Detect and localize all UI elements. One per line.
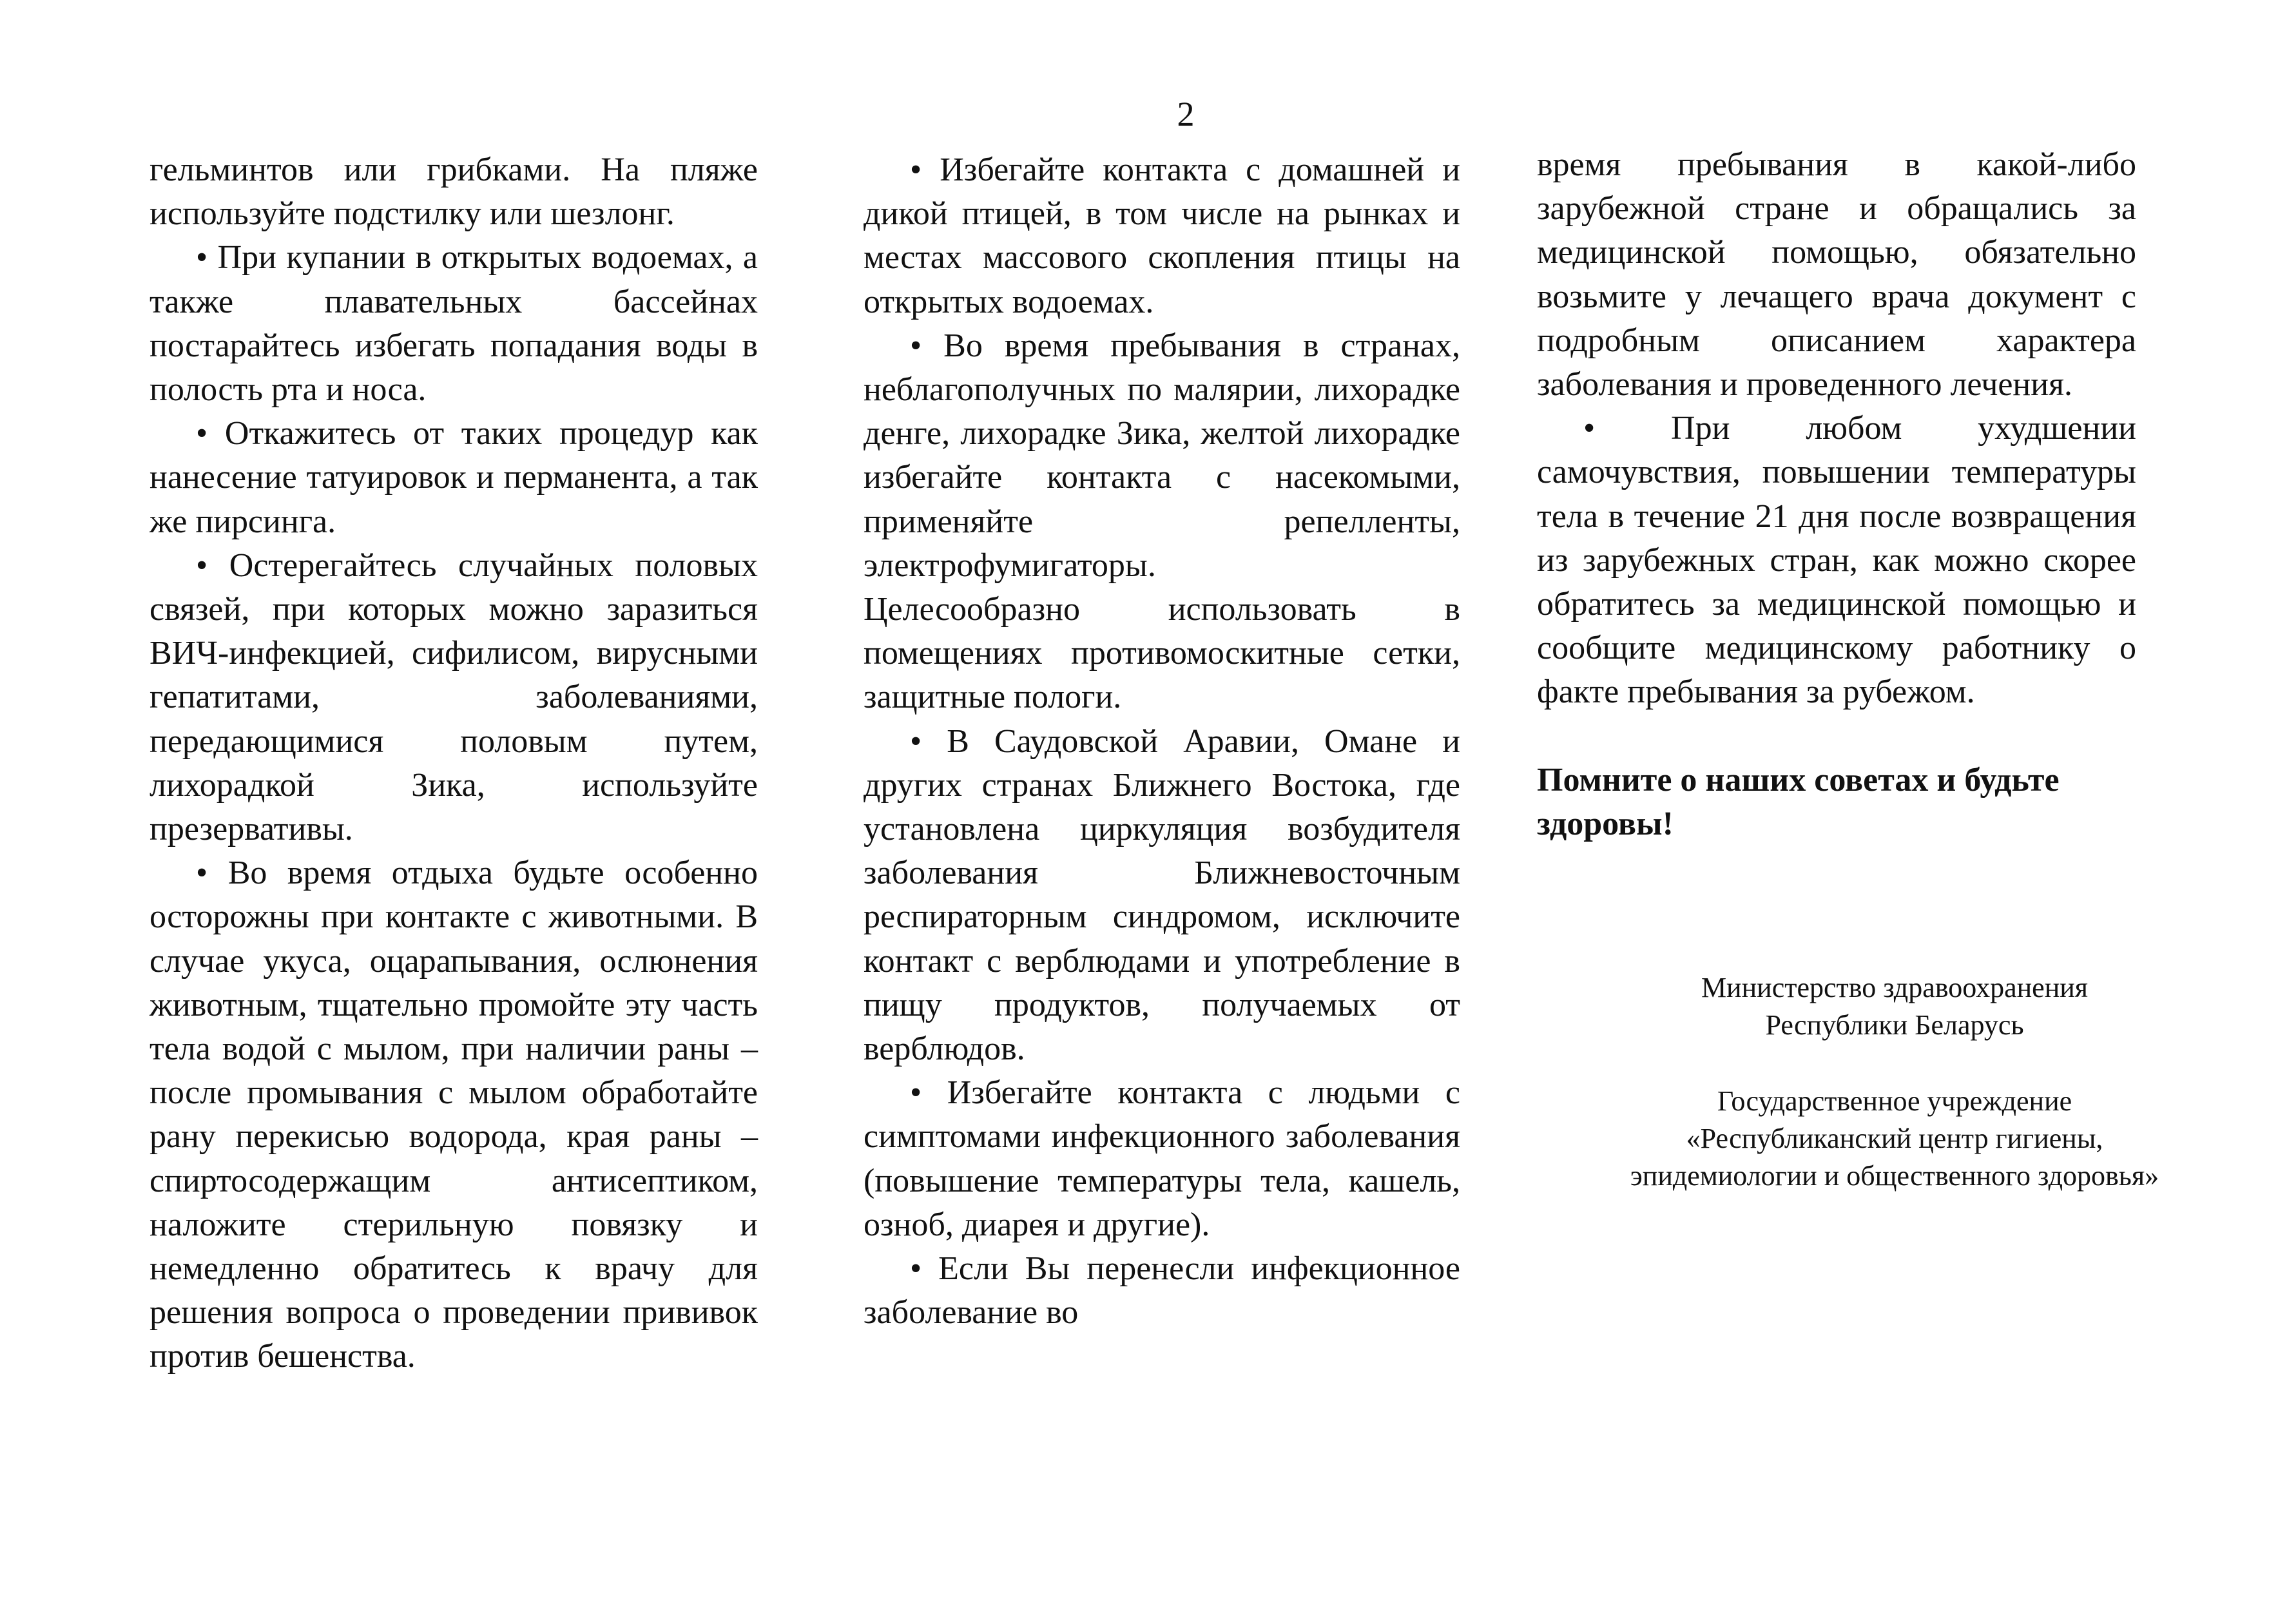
bullet-paragraph: • Если Вы перенесли инфекционное заболевание во — [864, 1247, 1460, 1335]
motto: Помните о наших советах и будьте здоровы! — [1537, 761, 2060, 842]
organization-center — [1559, 1083, 2230, 1195]
bullet-paragraph: • Откажитесь от таких процедур как нанесение татуировок и перманента, а так же пирсинга. — [150, 412, 758, 544]
organization-line: Республики Беларусь — [1765, 1009, 2024, 1041]
organization-line: «Республиканский центр гигиены, — [1686, 1123, 2103, 1154]
bullet-paragraph: • Избегайте контакта с людьми с симптомами инфекционного заболевания (повышение температуры тела, кашель, озноб, диарея и другие). — [864, 1071, 1460, 1247]
bullet-paragraph: • Остерегайтесь случайных половых связей, при которых можно заразиться ВИЧ-инфекцией, сифилисом, вирусными гепатитами, заболеваниями, передающимися половым путем, лихорадкой Зика, используйте презервативы. — [150, 544, 758, 851]
column-middle — [864, 148, 1460, 1335]
organization-ministry — [1572, 969, 2217, 1044]
column-right — [1537, 143, 2136, 846]
bullet-paragraph: • Во время пребывания в странах, неблагополучных по малярии, лихорадке денге, лихорадке Зика, желтой лихорадке избегайте контакта с насекомыми, применяйте репелленты, электрофумигаторы. — [864, 324, 1460, 588]
paragraph: Целесообразно использовать в помещениях противомоскитные сетки, защитные пологи. — [864, 591, 1460, 716]
page-number: 2 — [1177, 95, 1195, 133]
bullet-paragraph: • При купании в открытых водоемах, а также плавательных бассейнах постарайтесь избегать попадания воды в полость рта и носа. — [150, 236, 758, 412]
bullet-paragraph: • В Саудовской Аравии, Омане и других странах Ближнего Востока, где установлена циркуляция возбудителя заболевания Ближневосточным респираторным синдромом, исключите контакт с верблюдами и употребление в пищу продуктов, получаемых от верблюдов. — [864, 720, 1460, 1072]
column-left — [150, 148, 758, 1379]
bullet-paragraph: • При любом ухудшении самочувствия, повышении температуры тела в течение 21 дня после возвращения из зарубежных стран, как можно скорее обратитесь за медицинской помощью и сообщите медицинскому работнику о факте пребывания за рубежом. — [1537, 407, 2136, 714]
organization-line: эпидемиологии и общественного здоровья» — [1630, 1160, 2159, 1192]
paragraph: время пребывания в какой-либо зарубежной стране и обращались за медицинской помощью, обязательно возьмите у лечащего врача документ с подробным описанием характера заболевания и проведенного лечения. — [1537, 146, 2136, 403]
bullet-paragraph: • Во время отдыха будьте особенно осторожны при контакте с животными. В случае укуса, оцарапывания, ослюнения животным, тщательно промойте эту часть тела водой с мылом, при наличии раны – после промывания с мылом обработайте рану перекисью водорода, края раны – спиртосодержащим антисептиком, наложите стерильную повязку и немедленно обратитесь к врачу для решения вопроса о проведении прививок против бешенства. — [150, 851, 758, 1378]
paragraph: гельминтов или грибками. На пляже используйте подстилку или шезлонг. — [150, 151, 758, 233]
organization-line: Государственное учреждение — [1717, 1085, 2072, 1117]
bullet-paragraph: • Избегайте контакта с домашней и дикой птицей, в том числе на рынках и местах массового скопления птицы на открытых водоемах. — [864, 148, 1460, 324]
organization-line: Министерство здравоохранения — [1701, 972, 2089, 1003]
